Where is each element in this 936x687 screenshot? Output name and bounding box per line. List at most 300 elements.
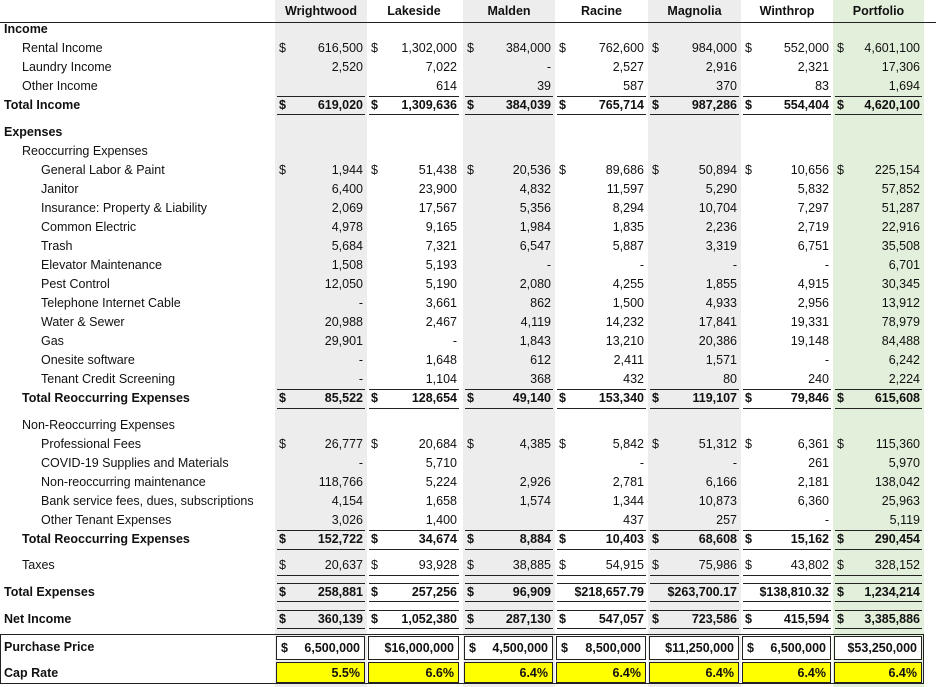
cell-value: 2,926 (519, 475, 551, 489)
table-row[interactable] (0, 351, 936, 370)
table-cell[interactable] (555, 161, 648, 180)
table-row[interactable] (0, 294, 936, 313)
currency-symbol: $ (559, 612, 566, 626)
table-row[interactable] (0, 583, 936, 602)
table-cell[interactable] (648, 58, 741, 77)
table-cell[interactable] (741, 556, 833, 575)
table-cell[interactable] (741, 237, 833, 256)
table-row[interactable] (0, 199, 936, 218)
table-cell[interactable] (833, 199, 924, 218)
table-cell[interactable] (741, 435, 833, 454)
table-cell[interactable] (463, 180, 555, 199)
total-rule (650, 583, 739, 584)
table-cell[interactable] (555, 583, 648, 602)
table-cell[interactable] (648, 583, 741, 602)
currency-symbol: $ (837, 391, 844, 405)
table-cell[interactable] (367, 435, 461, 454)
table-cell[interactable] (741, 492, 833, 511)
table-row[interactable] (0, 58, 936, 77)
purchase-price-cell[interactable] (368, 636, 459, 660)
table-cell[interactable] (741, 530, 833, 549)
table-cell[interactable] (367, 332, 461, 351)
table-cell[interactable] (367, 454, 461, 473)
table-cell[interactable] (275, 583, 367, 602)
cap-rate-cell[interactable] (464, 662, 553, 683)
table-cell[interactable] (555, 294, 648, 313)
cap-rate-cell[interactable] (649, 662, 739, 683)
table-row[interactable] (0, 511, 936, 530)
table-cell[interactable] (741, 256, 833, 275)
currency-symbol: $ (371, 558, 378, 572)
currency-symbol: $ (745, 41, 752, 55)
table-cell[interactable] (367, 58, 461, 77)
table-cell[interactable] (275, 511, 367, 530)
cell-value: 862 (530, 296, 551, 310)
table-cell[interactable] (463, 77, 555, 96)
table-cell[interactable] (367, 161, 461, 180)
table-cell[interactable] (555, 351, 648, 370)
cell-value: 2,467 (425, 315, 457, 329)
table-cell[interactable] (275, 610, 367, 629)
table-cell[interactable] (833, 370, 924, 389)
table-cell[interactable] (833, 473, 924, 492)
cell-value: 6.6% (425, 666, 454, 680)
table-cell[interactable] (463, 370, 555, 389)
table-cell[interactable] (833, 454, 924, 473)
row-label: Trash (41, 239, 73, 253)
table-cell[interactable] (367, 511, 461, 530)
total-rule (465, 610, 553, 611)
table-cell[interactable] (833, 313, 924, 332)
table-row[interactable] (0, 370, 936, 389)
cell-value: 619,020 (317, 98, 363, 112)
table-cell[interactable] (463, 256, 555, 275)
table-cell[interactable] (833, 351, 924, 370)
table-cell[interactable] (741, 583, 833, 602)
table-cell[interactable] (741, 199, 833, 218)
table-cell[interactable] (367, 275, 461, 294)
table-cell[interactable] (648, 351, 741, 370)
table-row[interactable] (0, 256, 936, 275)
table-cell[interactable] (367, 473, 461, 492)
table-cell[interactable] (833, 180, 924, 199)
table-cell[interactable] (275, 39, 367, 58)
row-label: Net Income (4, 612, 72, 626)
cell-value: 13,210 (605, 334, 644, 348)
column-header-magnolia[interactable]: Magnolia (667, 4, 722, 18)
table-cell[interactable] (648, 370, 741, 389)
table-cell[interactable] (555, 218, 648, 237)
table-cell[interactable] (463, 556, 555, 575)
table-cell[interactable] (741, 332, 833, 351)
table-row[interactable] (0, 454, 936, 473)
cap-rate-cell[interactable] (742, 662, 831, 683)
row-label: Gas (41, 334, 64, 348)
table-cell[interactable] (555, 556, 648, 575)
table-cell[interactable] (463, 39, 555, 58)
table-cell[interactable] (741, 294, 833, 313)
table-cell[interactable] (367, 294, 461, 313)
table-cell[interactable] (555, 275, 648, 294)
cap-rate-cell[interactable] (834, 662, 922, 683)
table-cell[interactable] (367, 556, 461, 575)
cell-value: 2,080 (519, 277, 551, 291)
table-cell[interactable] (367, 370, 461, 389)
table-cell[interactable] (833, 237, 924, 256)
column-header-lakeside[interactable]: Lakeside (387, 4, 441, 18)
table-cell[interactable] (648, 556, 741, 575)
table-cell[interactable] (833, 256, 924, 275)
purchase-price-cell[interactable] (649, 636, 739, 660)
table-cell[interactable] (648, 389, 741, 408)
table-cell[interactable] (463, 610, 555, 629)
table-cell[interactable] (648, 511, 741, 530)
total-rule (743, 549, 831, 550)
table-cell[interactable] (555, 370, 648, 389)
table-cell[interactable] (463, 492, 555, 511)
table-cell[interactable] (367, 256, 461, 275)
cell-value: 26,777 (324, 437, 363, 451)
table-cell[interactable] (648, 530, 741, 549)
table-cell[interactable] (833, 389, 924, 408)
column-header-wrightwood[interactable]: Wrightwood (285, 4, 357, 18)
table-cell[interactable] (275, 180, 367, 199)
table-cell[interactable] (275, 161, 367, 180)
table-cell[interactable] (741, 275, 833, 294)
total-rule (369, 389, 459, 390)
table-cell[interactable] (275, 58, 367, 77)
table-cell[interactable] (648, 454, 741, 473)
table-cell[interactable] (463, 435, 555, 454)
total-rule (743, 601, 831, 602)
table-row[interactable] (0, 275, 936, 294)
cell-value: 14,232 (605, 315, 644, 329)
table-cell[interactable] (648, 473, 741, 492)
table-cell[interactable] (463, 161, 555, 180)
table-cell[interactable] (833, 332, 924, 351)
purchase-price-cell[interactable] (834, 636, 922, 660)
column-header-malden[interactable]: Malden (487, 4, 531, 18)
cell-value: 1,104 (425, 372, 457, 386)
table-cell[interactable] (648, 332, 741, 351)
table-row[interactable] (0, 77, 936, 96)
table-cell[interactable] (555, 199, 648, 218)
table-row[interactable] (0, 96, 936, 115)
table-cell[interactable] (741, 313, 833, 332)
table-cell[interactable] (275, 454, 367, 473)
table-cell[interactable] (367, 583, 461, 602)
table-row[interactable] (0, 180, 936, 199)
table-cell[interactable] (463, 530, 555, 549)
table-cell[interactable] (833, 58, 924, 77)
table-cell[interactable] (741, 218, 833, 237)
table-cell[interactable] (555, 511, 648, 530)
table-cell[interactable] (648, 294, 741, 313)
cell-value: 415,594 (783, 612, 829, 626)
currency-symbol: $ (467, 585, 474, 599)
table-cell[interactable] (555, 58, 648, 77)
table-cell[interactable] (275, 556, 367, 575)
table-cell[interactable] (275, 313, 367, 332)
row-label: Insurance: Property & Liability (41, 201, 208, 215)
table-row[interactable] (0, 313, 936, 332)
column-header-racine[interactable]: Racine (581, 4, 622, 18)
table-cell[interactable] (275, 435, 367, 454)
cell-value: 6,547 (519, 239, 551, 253)
table-cell[interactable] (648, 199, 741, 218)
purchase-price-cell[interactable] (464, 636, 553, 660)
table-cell[interactable] (463, 275, 555, 294)
cap-rate-row[interactable] (0, 662, 936, 684)
table-cell[interactable] (367, 199, 461, 218)
table-cell[interactable] (648, 256, 741, 275)
cell-value: 10,704 (698, 201, 737, 215)
table-cell[interactable] (741, 77, 833, 96)
purchase-price-cell[interactable] (556, 636, 646, 660)
table-cell[interactable] (463, 294, 555, 313)
table-cell[interactable] (555, 332, 648, 351)
table-cell[interactable] (367, 77, 461, 96)
cell-value: 1,500 (612, 296, 644, 310)
table-cell[interactable] (648, 610, 741, 629)
table-cell[interactable] (275, 294, 367, 313)
currency-symbol: $ (559, 41, 566, 55)
currency-symbol: $ (467, 612, 474, 626)
total-rule (650, 628, 739, 629)
purchase-price-row[interactable] (0, 634, 936, 660)
table-cell[interactable] (741, 39, 833, 58)
table-cell[interactable] (463, 96, 555, 115)
table-cell[interactable] (275, 370, 367, 389)
total-rule (369, 601, 459, 602)
table-cell[interactable] (648, 218, 741, 237)
table-cell[interactable] (741, 610, 833, 629)
table-cell[interactable] (555, 77, 648, 96)
table-cell[interactable] (275, 77, 367, 96)
table-cell[interactable] (833, 556, 924, 575)
table-cell[interactable] (833, 294, 924, 313)
table-cell[interactable] (463, 58, 555, 77)
table-cell[interactable] (555, 237, 648, 256)
row-label: Purchase Price (4, 640, 95, 654)
table-cell[interactable] (741, 389, 833, 408)
cell-value: 49,140 (512, 391, 551, 405)
cell-value: 5,290 (705, 182, 737, 196)
table-cell[interactable] (367, 530, 461, 549)
table-cell[interactable] (275, 389, 367, 408)
table-cell[interactable] (555, 530, 648, 549)
table-cell[interactable] (463, 511, 555, 530)
row-label: Laundry Income (22, 60, 112, 74)
table-row[interactable] (0, 435, 936, 454)
table-cell[interactable] (833, 530, 924, 549)
purchase-price-cell[interactable] (276, 636, 365, 660)
total-rule (743, 96, 831, 97)
cell-value: 4,500,000 (492, 641, 548, 655)
table-cell[interactable] (367, 351, 461, 370)
cell-value: 7,321 (425, 239, 457, 253)
currency-symbol: $ (745, 532, 752, 546)
table-row[interactable] (0, 332, 936, 351)
table-cell[interactable] (648, 39, 741, 58)
table-row[interactable] (0, 473, 936, 492)
table-cell[interactable] (275, 218, 367, 237)
table-cell[interactable] (741, 180, 833, 199)
table-cell[interactable] (648, 435, 741, 454)
currency-symbol: $ (467, 558, 474, 572)
table-cell[interactable] (648, 237, 741, 256)
currency-symbol: $ (745, 391, 752, 405)
table-cell[interactable] (741, 511, 833, 530)
table-cell[interactable] (648, 96, 741, 115)
table-row[interactable] (0, 39, 936, 58)
total-rule (465, 408, 553, 409)
table-cell[interactable] (648, 161, 741, 180)
total-rule (557, 114, 646, 115)
cap-rate-cell[interactable] (276, 662, 365, 683)
currency-symbol: $ (837, 585, 844, 599)
table-cell[interactable] (741, 96, 833, 115)
table-cell[interactable] (275, 96, 367, 115)
table-cell[interactable] (833, 77, 924, 96)
cell-value: - (358, 456, 363, 470)
cell-value: 2,411 (613, 353, 644, 367)
table-cell[interactable] (275, 237, 367, 256)
table-cell[interactable] (741, 473, 833, 492)
table-row[interactable] (0, 530, 936, 549)
table-cell[interactable] (555, 473, 648, 492)
table-cell[interactable] (555, 454, 648, 473)
table-cell[interactable] (833, 39, 924, 58)
table-cell[interactable] (367, 610, 461, 629)
purchase-price-cell[interactable] (742, 636, 831, 660)
table-row[interactable] (0, 389, 936, 408)
total-rule (743, 114, 831, 115)
table-cell[interactable] (833, 610, 924, 629)
row-label: Total Reoccurring Expenses (22, 391, 190, 405)
table-cell[interactable] (275, 473, 367, 492)
cap-rate-cell[interactable] (368, 662, 459, 683)
table-cell[interactable] (833, 583, 924, 602)
table-cell[interactable] (648, 492, 741, 511)
table-cell[interactable] (555, 610, 648, 629)
table-cell[interactable] (555, 39, 648, 58)
table-row[interactable] (0, 237, 936, 256)
total-rule (835, 408, 922, 409)
table-cell[interactable] (367, 237, 461, 256)
table-row[interactable] (0, 556, 936, 575)
table-cell[interactable] (555, 256, 648, 275)
table-row[interactable] (0, 218, 936, 237)
cell-value: 20,637 (324, 558, 363, 572)
cell-value: 51,438 (418, 163, 457, 177)
table-cell[interactable] (555, 180, 648, 199)
cell-value: 6.4% (612, 666, 641, 680)
table-cell[interactable] (555, 435, 648, 454)
table-cell[interactable] (275, 530, 367, 549)
cell-value: 5,224 (425, 475, 457, 489)
table-cell[interactable] (275, 256, 367, 275)
table-cell[interactable] (741, 370, 833, 389)
column-header-winthrop[interactable]: Winthrop (759, 4, 815, 18)
cap-rate-cell[interactable] (556, 662, 646, 683)
table-cell[interactable] (463, 473, 555, 492)
table-cell[interactable] (275, 351, 367, 370)
table-cell[interactable] (463, 237, 555, 256)
total-rule (277, 96, 365, 97)
currency-symbol: $ (467, 437, 474, 451)
table-cell[interactable] (463, 332, 555, 351)
table-cell[interactable] (367, 96, 461, 115)
table-cell[interactable] (463, 389, 555, 408)
table-row[interactable] (0, 492, 936, 511)
table-cell[interactable] (367, 389, 461, 408)
table-cell[interactable] (833, 435, 924, 454)
cell-value: 3,385,886 (864, 612, 920, 626)
table-cell[interactable] (367, 218, 461, 237)
table-cell[interactable] (555, 313, 648, 332)
cell-value: - (639, 456, 644, 470)
table-row[interactable] (0, 161, 936, 180)
table-cell[interactable] (555, 492, 648, 511)
cell-value: 2,069 (331, 201, 363, 215)
currency-symbol: $ (371, 612, 378, 626)
table-cell[interactable] (463, 583, 555, 602)
table-cell[interactable] (555, 96, 648, 115)
table-cell[interactable] (833, 275, 924, 294)
table-cell[interactable] (833, 492, 924, 511)
table-cell[interactable] (463, 313, 555, 332)
column-header-portfolio[interactable]: Portfolio (852, 4, 905, 18)
table-cell[interactable] (275, 275, 367, 294)
table-row[interactable] (0, 610, 936, 629)
table-cell[interactable] (463, 454, 555, 473)
cell-value: 7,022 (425, 60, 457, 74)
total-rule (277, 549, 365, 550)
table-cell[interactable] (367, 39, 461, 58)
table-cell[interactable] (741, 58, 833, 77)
table-cell[interactable] (367, 180, 461, 199)
table-cell[interactable] (741, 351, 833, 370)
table-cell[interactable] (275, 332, 367, 351)
table-cell[interactable] (367, 492, 461, 511)
table-cell[interactable] (741, 454, 833, 473)
table-cell[interactable] (275, 492, 367, 511)
cell-value: 6,751 (797, 239, 829, 253)
table-cell[interactable] (648, 180, 741, 199)
table-cell[interactable] (833, 218, 924, 237)
table-cell[interactable] (648, 275, 741, 294)
table-cell[interactable] (648, 77, 741, 96)
table-cell[interactable] (833, 96, 924, 115)
table-cell[interactable] (741, 161, 833, 180)
table-cell[interactable] (463, 218, 555, 237)
cell-value: 2,181 (797, 475, 829, 489)
table-cell[interactable] (555, 389, 648, 408)
table-cell[interactable] (275, 199, 367, 218)
cell-value: 6,701 (888, 258, 920, 272)
cell-value: 368 (530, 372, 551, 386)
total-rule (465, 628, 553, 629)
table-cell[interactable] (833, 511, 924, 530)
table-cell[interactable] (833, 161, 924, 180)
table-cell[interactable] (648, 313, 741, 332)
table-cell[interactable] (367, 313, 461, 332)
table-cell[interactable] (463, 199, 555, 218)
table-cell[interactable] (463, 351, 555, 370)
cell-value: 4,385 (519, 437, 551, 451)
total-rule (650, 96, 739, 97)
